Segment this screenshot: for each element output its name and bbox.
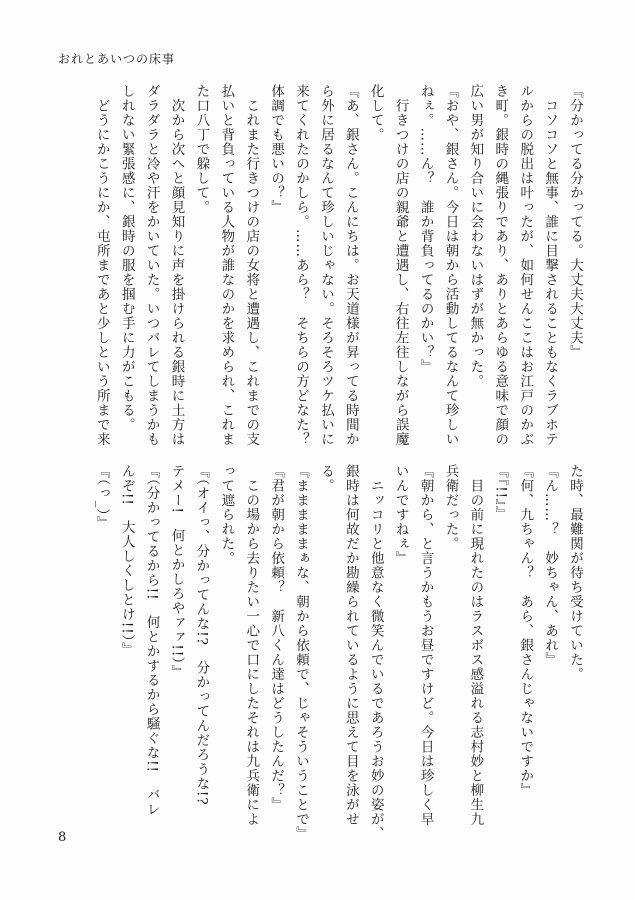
text-line: いんですねぇ』 xyxy=(392,464,409,566)
text-line: って遮られた。 xyxy=(218,464,235,566)
text-line: 『ん……？ 妙ちゃん、あれ』 xyxy=(542,464,559,667)
text-line: 『おや、銀さん。今日は朝から活動してるなんて珍しい xyxy=(442,84,459,447)
text-line: る。 xyxy=(317,464,334,493)
text-line: ダラダラと冷や汗をかいていた。いつバレてしまうかも xyxy=(143,84,160,447)
text-line: テメー! 何とかしろやァァ!!）』 xyxy=(168,464,185,680)
text-line: この場から去りたい一心で口にしたそれは九兵衛によ xyxy=(243,464,260,827)
text-line: んぞ!! 大人しくしとけ!!）』 xyxy=(118,464,135,657)
text-line: 次から次へと顔見知りに声を掛けられる銀時に土方は xyxy=(168,84,185,447)
text-line: 広い男が知り合いに会わないはずが無かった。 xyxy=(467,84,484,389)
text-line: ニッコリと他意なく微笑んでいるであろうお妙の姿が、 xyxy=(367,464,384,841)
text-line: 『まままままぁな、朝から依頼で、じゃそういうことで』 xyxy=(293,464,310,841)
text-line: 体調でも悪いの？』 xyxy=(268,84,285,215)
text-line: 行きつけの店の親爺と遭遇し、右往左往しながら誤魔 xyxy=(392,84,409,447)
page-number: 8 xyxy=(58,830,67,845)
text-line: 来てくれたのかしら。……あら？ そちらの方どなた？ xyxy=(293,84,310,447)
text-line: 『朝から、と言うかもうお昼ですけど。今日は珍しく早 xyxy=(417,464,434,827)
text-line: 『何、九ちゃん？ あら、銀さんじゃないですか』 xyxy=(517,464,534,798)
text-line: 銀時は何故だか勘繰られているように思えて目を泳がせ xyxy=(342,464,359,827)
text-line: 『あ、銀さん。こんにちは。お天道様が昇ってる時間か xyxy=(342,84,359,447)
text-line: き町。銀時の縄張りであり、ありとあらゆる意味で顔の xyxy=(492,84,509,447)
text-line: 『（っ_）』 xyxy=(93,464,110,531)
text-line: 『（分かってるから!! 何とかするから騒ぐな!! バレ xyxy=(143,464,160,817)
text-line: 『（オイっ、分かってんな!? 分かってんだろうな!? xyxy=(193,464,210,806)
text-line: た口八丁で躱して。 xyxy=(193,84,210,215)
text-line: ら外に居るなんて珍しいじゃない。そろそろツケ払いに xyxy=(317,84,334,447)
text-line: ルからの脱出は叶ったが、如何せんここはお江戸のかぶ xyxy=(517,84,534,447)
text-line: コソコソと無事、誰に目撃されることもなくラブホテ xyxy=(542,84,559,447)
text-line: 兵衛だった。 xyxy=(442,464,459,551)
text-line: しれない緊張感に、銀時の服を掴む手に力がこもる。 xyxy=(118,84,135,432)
text-line: これまた行きつけの店の女将と遭遇し、これまでの支 xyxy=(243,84,260,447)
text-line: ねぇ。……ん？ 誰か背負ってるのかい？』 xyxy=(417,84,434,374)
running-header: おれとあいつの床事 xyxy=(58,52,176,66)
text-block-top xyxy=(47,84,587,447)
text-line: 目の前に現れたのはラスボス感溢れる志村妙と柳生九 xyxy=(467,464,484,827)
text-line: 化して。 xyxy=(367,84,384,142)
text-line: 『分かってる分かってる。大丈夫大丈夫』 xyxy=(567,84,583,360)
text-line: どうにかこうにか、屯所まであと少しという所まで来 xyxy=(93,84,110,447)
text-line: 『『!!』』 xyxy=(492,464,509,522)
text-line: 払いと背負っている人物が誰なのかを求められ、これま xyxy=(218,84,235,447)
text-block-bottom xyxy=(47,464,587,841)
text-line: た時、最難関が待ち受けていた。 xyxy=(567,464,583,682)
text-line: 『君が朝から依頼？ 新八くん達はどうしたんだ？』 xyxy=(268,464,285,812)
